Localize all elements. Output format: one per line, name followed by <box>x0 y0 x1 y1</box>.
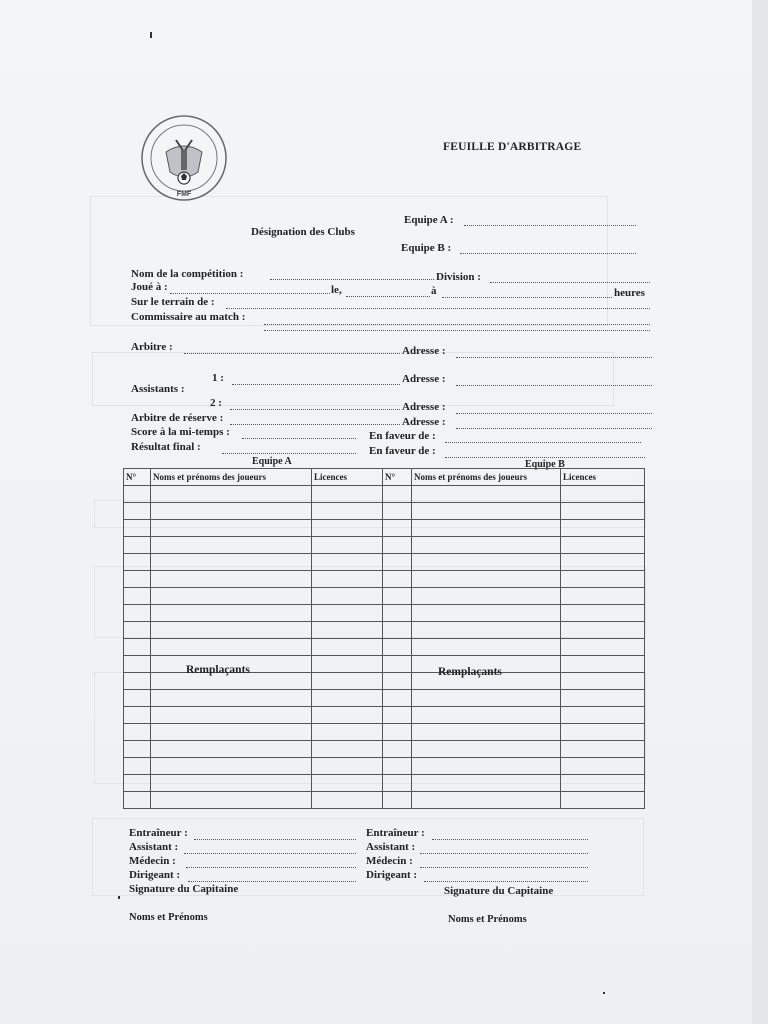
team-a-license-cell[interactable] <box>312 724 383 741</box>
team-b-coach-field[interactable] <box>432 829 588 840</box>
halftime-score-field[interactable] <box>242 428 356 439</box>
team-b-substitutes-label: Remplaçants <box>438 666 502 678</box>
time-field[interactable] <box>442 287 612 298</box>
team-b-number-cell[interactable] <box>383 707 412 724</box>
team-a-doctor-label: Médecin : <box>129 855 176 867</box>
table-row <box>124 520 645 537</box>
team-a-name-cell[interactable] <box>151 520 312 537</box>
team-a-name-header: Noms et prénoms des joueurs <box>151 469 312 486</box>
team-a-name-cell[interactable] <box>151 792 312 809</box>
hours-label: heures <box>614 287 645 299</box>
team-b-number-cell[interactable] <box>383 741 412 758</box>
team-b-number-cell[interactable] <box>383 639 412 656</box>
team-b-number-cell[interactable] <box>383 503 412 520</box>
team-b-name-cell[interactable] <box>412 792 561 809</box>
assistant-2-field[interactable] <box>230 399 400 410</box>
scan-speck <box>150 32 152 38</box>
team-a-number-header: N° <box>124 469 151 486</box>
team-b-name-cell[interactable] <box>412 520 561 537</box>
final-in-favor-label: En faveur de : <box>369 445 436 457</box>
team-b-number-cell[interactable] <box>383 724 412 741</box>
team-a-names-label: Noms et Prénoms <box>129 912 208 923</box>
team-b-name-cell[interactable] <box>412 503 561 520</box>
team-b-coach-label: Entraîneur : <box>366 827 425 839</box>
team-a-manager-field[interactable] <box>188 871 356 882</box>
team-a-number-cell[interactable] <box>124 622 151 639</box>
team-a-manager-label: Dirigeant : <box>129 869 181 881</box>
table-row <box>124 588 645 605</box>
federation-logo <box>140 112 228 204</box>
division-label: Division : <box>436 271 481 283</box>
team-a-license-cell[interactable] <box>312 690 383 707</box>
team-a-name-cell[interactable] <box>151 758 312 775</box>
team-a-license-cell[interactable] <box>312 656 383 673</box>
team-a-license-cell[interactable] <box>312 639 383 656</box>
team-a-number-cell[interactable] <box>124 486 151 503</box>
table-row <box>124 639 645 656</box>
team-b-license-cell[interactable] <box>561 775 645 792</box>
team-a-name-cell[interactable] <box>151 554 312 571</box>
team-b-license-cell[interactable] <box>561 673 645 690</box>
team-b-field[interactable] <box>460 243 636 254</box>
table-row <box>124 690 645 707</box>
table-row <box>124 724 645 741</box>
reserve-referee-address-label: Adresse : <box>402 416 446 428</box>
referee-label: Arbitre : <box>131 341 173 353</box>
table-row <box>124 571 645 588</box>
field-label: Sur le terrain de : <box>131 296 215 308</box>
team-b-license-cell[interactable] <box>561 605 645 622</box>
team-a-substitutes-label: Remplaçants <box>186 664 250 676</box>
referee-address-label: Adresse : <box>402 345 446 357</box>
team-b-assistant-label: Assistant : <box>366 841 416 853</box>
team-b-license-cell[interactable] <box>561 503 645 520</box>
team-a-number-cell[interactable] <box>124 639 151 656</box>
table-row <box>124 503 645 520</box>
team-b-doctor-field[interactable] <box>420 857 588 868</box>
team-a-number-cell[interactable] <box>124 571 151 588</box>
team-a-name-cell[interactable] <box>151 775 312 792</box>
table-row <box>124 554 645 571</box>
team-b-license-cell[interactable] <box>561 707 645 724</box>
team-a-name-cell[interactable] <box>151 571 312 588</box>
team-b-captain-signature-label: Signature du Capitaine <box>444 885 554 897</box>
halftime-score-label: Score à la mi-temps : <box>131 426 230 438</box>
team-a-license-cell[interactable] <box>312 605 383 622</box>
team-b-name-cell[interactable] <box>412 707 561 724</box>
team-a-label: Equipe A : <box>404 214 454 226</box>
team-b-doctor-label: Médecin : <box>366 855 413 867</box>
team-b-manager-field[interactable] <box>424 871 588 882</box>
assistant-1-address-label: Adresse : <box>402 373 446 385</box>
team-b-label: Equipe B : <box>401 242 452 254</box>
team-a-doctor-field[interactable] <box>186 857 356 868</box>
team-b-names-label: Noms et Prénoms <box>448 914 527 925</box>
team-b-name-cell[interactable] <box>412 571 561 588</box>
team-b-name-cell[interactable] <box>412 690 561 707</box>
played-at-label: Joué à : <box>131 281 168 293</box>
team-b-number-cell[interactable] <box>383 758 412 775</box>
team-a-number-cell[interactable] <box>124 690 151 707</box>
team-b-number-cell[interactable] <box>383 775 412 792</box>
team-a-license-cell[interactable] <box>312 622 383 639</box>
team-b-name-cell[interactable] <box>412 554 561 571</box>
team-b-license-cell[interactable] <box>561 741 645 758</box>
team-b-name-cell[interactable] <box>412 622 561 639</box>
played-at-field[interactable] <box>170 283 330 294</box>
team-b-name-cell[interactable] <box>412 639 561 656</box>
team-b-number-cell[interactable] <box>383 554 412 571</box>
team-a-table-title: Equipe A <box>252 456 292 467</box>
final-result-label: Résultat final : <box>131 441 201 453</box>
team-a-license-cell[interactable] <box>312 588 383 605</box>
team-a-name-cell[interactable] <box>151 503 312 520</box>
team-a-license-cell[interactable] <box>312 503 383 520</box>
team-b-license-cell[interactable] <box>561 656 645 673</box>
team-a-number-cell[interactable] <box>124 707 151 724</box>
team-b-license-cell[interactable] <box>561 724 645 741</box>
team-a-number-cell[interactable] <box>124 605 151 622</box>
table-row <box>124 537 645 554</box>
team-a-license-cell[interactable] <box>312 775 383 792</box>
competition-field[interactable] <box>270 269 434 280</box>
team-b-number-cell[interactable] <box>383 537 412 554</box>
page-edge <box>752 0 768 1024</box>
team-b-number-cell[interactable] <box>383 571 412 588</box>
team-b-number-cell[interactable] <box>383 486 412 503</box>
team-b-license-cell[interactable] <box>561 571 645 588</box>
team-b-license-cell[interactable] <box>561 622 645 639</box>
team-a-number-cell[interactable] <box>124 503 151 520</box>
team-a-name-cell[interactable] <box>151 486 312 503</box>
assistant-2-label: 2 : <box>210 397 222 409</box>
scan-speck <box>603 992 605 994</box>
field-field[interactable] <box>226 298 650 309</box>
team-a-name-cell[interactable] <box>151 707 312 724</box>
team-a-assistant-label: Assistant : <box>129 841 179 853</box>
team-a-license-cell[interactable] <box>312 486 383 503</box>
team-b-number-cell[interactable] <box>383 588 412 605</box>
table-row <box>124 622 645 639</box>
team-b-name-cell[interactable] <box>412 588 561 605</box>
date-label: le, <box>331 284 342 296</box>
team-b-name-cell[interactable] <box>412 537 561 554</box>
team-a-name-cell[interactable] <box>151 639 312 656</box>
team-b-number-cell[interactable] <box>383 605 412 622</box>
team-b-license-cell[interactable] <box>561 486 645 503</box>
assistant-2-address-field[interactable] <box>456 403 652 414</box>
team-a-name-cell[interactable] <box>151 622 312 639</box>
team-a-number-cell[interactable] <box>124 554 151 571</box>
team-a-license-cell[interactable] <box>312 537 383 554</box>
team-a-name-cell[interactable] <box>151 537 312 554</box>
team-b-assistant-field[interactable] <box>420 843 588 854</box>
team-a-coach-field[interactable] <box>194 829 356 840</box>
team-a-name-cell[interactable] <box>151 690 312 707</box>
team-a-number-cell[interactable] <box>124 758 151 775</box>
halftime-in-favor-label: En faveur de : <box>369 430 436 442</box>
team-a-name-cell[interactable] <box>151 724 312 741</box>
reserve-referee-address-field[interactable] <box>456 418 652 429</box>
team-b-name-cell[interactable] <box>412 486 561 503</box>
team-b-table-title: Equipe B <box>525 459 565 470</box>
team-b-license-cell[interactable] <box>561 639 645 656</box>
team-a-name-cell[interactable] <box>151 588 312 605</box>
team-a-number-cell[interactable] <box>124 520 151 537</box>
team-a-number-cell[interactable] <box>124 775 151 792</box>
page-title: FEUILLE D'ARBITRAGE <box>443 141 582 153</box>
team-a-license-cell[interactable] <box>312 673 383 690</box>
team-a-license-header: Licences <box>312 469 383 486</box>
table-row <box>124 605 645 622</box>
team-b-license-cell[interactable] <box>561 690 645 707</box>
team-a-name-cell[interactable] <box>151 605 312 622</box>
team-a-license-cell[interactable] <box>312 707 383 724</box>
division-field[interactable] <box>490 272 650 283</box>
team-b-name-cell[interactable] <box>412 775 561 792</box>
players-table <box>123 468 645 809</box>
team-b-manager-label: Dirigeant : <box>366 869 418 881</box>
date-field[interactable] <box>346 286 430 297</box>
final-result-field[interactable] <box>222 443 356 454</box>
team-b-license-cell[interactable] <box>561 554 645 571</box>
halftime-in-favor-field[interactable] <box>445 432 641 443</box>
table-row <box>124 792 645 809</box>
team-a-number-cell[interactable] <box>124 588 151 605</box>
team-a-license-cell[interactable] <box>312 571 383 588</box>
team-a-license-cell[interactable] <box>312 758 383 775</box>
team-b-license-header: Licences <box>561 469 645 486</box>
team-b-number-cell[interactable] <box>383 622 412 639</box>
team-b-license-cell[interactable] <box>561 520 645 537</box>
reserve-referee-label: Arbitre de réserve : <box>131 412 224 424</box>
team-a-field[interactable] <box>464 215 636 226</box>
team-a-number-cell[interactable] <box>124 741 151 758</box>
reserve-referee-field[interactable] <box>230 414 400 425</box>
team-b-license-cell[interactable] <box>561 588 645 605</box>
table-row <box>124 707 645 724</box>
table-row <box>124 741 645 758</box>
assistant-2-address-label: Adresse : <box>402 401 446 413</box>
team-a-captain-signature-label: Signature du Capitaine <box>129 883 239 895</box>
referee-field[interactable] <box>184 343 400 354</box>
team-a-name-cell[interactable] <box>151 741 312 758</box>
team-a-license-cell[interactable] <box>312 741 383 758</box>
team-a-number-cell[interactable] <box>124 537 151 554</box>
team-a-license-cell[interactable] <box>312 520 383 537</box>
team-a-coach-label: Entraîneur : <box>129 827 188 839</box>
team-b-number-cell[interactable] <box>383 656 412 673</box>
team-a-license-cell[interactable] <box>312 792 383 809</box>
final-in-favor-field[interactable] <box>445 447 645 458</box>
commissioner-label: Commissaire au match : <box>131 311 246 323</box>
clubs-designation-label: Désignation des Clubs <box>251 226 355 238</box>
competition-label: Nom de la compétition : <box>131 268 244 280</box>
team-b-number-cell[interactable] <box>383 520 412 537</box>
commissioner-field-line-2[interactable] <box>264 320 650 331</box>
players-table-header <box>124 469 645 486</box>
team-b-name-cell[interactable] <box>412 724 561 741</box>
assistant-1-field[interactable] <box>232 374 400 385</box>
team-b-number-cell[interactable] <box>383 792 412 809</box>
referee-address-field[interactable] <box>456 347 652 358</box>
assistants-label: Assistants : <box>131 383 185 395</box>
team-b-number-cell[interactable] <box>383 690 412 707</box>
team-b-name-cell[interactable] <box>412 758 561 775</box>
team-a-number-cell[interactable] <box>124 656 151 673</box>
team-b-license-cell[interactable] <box>561 758 645 775</box>
team-b-license-cell[interactable] <box>561 792 645 809</box>
scan-speck <box>118 896 120 899</box>
assistant-1-address-field[interactable] <box>456 375 652 386</box>
svg-text:FMF: FMF <box>176 191 192 198</box>
team-b-number-header: N° <box>383 469 412 486</box>
team-a-number-cell[interactable] <box>124 724 151 741</box>
team-b-number-cell[interactable] <box>383 673 412 690</box>
team-b-name-header: Noms et prénoms des joueurs <box>412 469 561 486</box>
team-b-license-cell[interactable] <box>561 537 645 554</box>
team-b-name-cell[interactable] <box>412 741 561 758</box>
team-a-assistant-field[interactable] <box>184 843 356 854</box>
team-a-number-cell[interactable] <box>124 792 151 809</box>
time-label: à <box>431 285 437 297</box>
assistant-1-label: 1 : <box>212 372 224 384</box>
team-b-name-cell[interactable] <box>412 605 561 622</box>
table-row <box>124 486 645 503</box>
table-row <box>124 775 645 792</box>
team-a-number-cell[interactable] <box>124 673 151 690</box>
table-row <box>124 758 645 775</box>
team-a-license-cell[interactable] <box>312 554 383 571</box>
